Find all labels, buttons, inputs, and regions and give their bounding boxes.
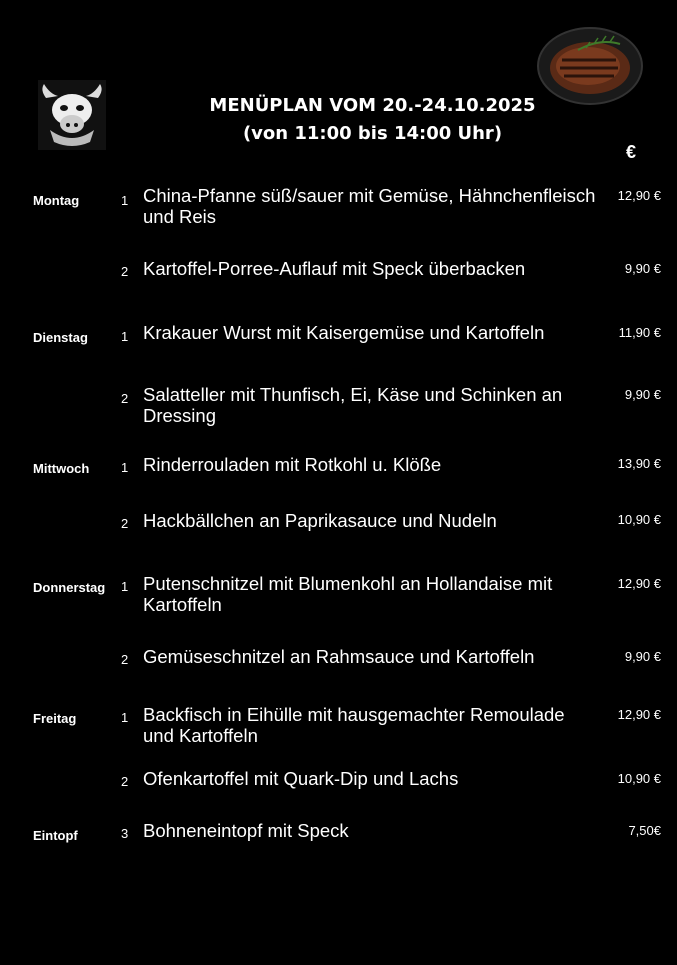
dish-text: Bohneneintopf mit Speck: [143, 820, 349, 841]
dish-number: 1: [121, 193, 129, 208]
dish-number: 3: [121, 826, 129, 841]
dish-number: 1: [121, 710, 129, 725]
dish-number: 2: [121, 516, 129, 531]
dish-price: 10,90 €: [617, 512, 661, 527]
dish-price: 12,90 €: [617, 188, 661, 203]
bull-logo-icon: [38, 80, 106, 150]
dish-number: 2: [121, 774, 129, 789]
dish-text: Ofenkartoffel mit Quark-Dip und Lachs: [143, 768, 459, 789]
dish-price: 9,90 €: [624, 649, 661, 664]
dish-text: Backfisch in Eihülle mit hausgemachter Remoulade und Kartoffeln: [143, 704, 565, 746]
dish-text: Rinderrouladen mit Rotkohl u. Klöße: [143, 454, 442, 475]
dish-number: 1: [121, 460, 129, 475]
dish-text: Gemüseschnitzel an Rahmsauce und Kartoffeln: [143, 646, 535, 667]
dish-price: 7,50€: [628, 823, 661, 838]
dish-price: 12,90 €: [617, 707, 661, 722]
dish-number: 2: [121, 264, 129, 279]
dish-price: 12,90 €: [617, 576, 661, 591]
dish-text: Kartoffel-Porree-Auflauf mit Speck überbacken: [143, 258, 526, 279]
dish-text: Putenschnitzel mit Blumenkohl an Hollandaise mit Kartoffeln: [143, 573, 553, 615]
dish-number: 2: [121, 652, 129, 667]
dish-text: Hackbällchen an Paprikasauce und Nudeln: [143, 510, 497, 531]
dish-price: 10,90 €: [617, 771, 661, 786]
dish-text: China-Pfanne süß/sauer mit Gemüse, Hähnchenfleisch und Reis: [143, 185, 596, 227]
dish-text: Salatteller mit Thunfisch, Ei, Käse und Schinken an Dressing: [143, 384, 563, 426]
dish-price: 13,90 €: [617, 456, 661, 471]
day-label: Mittwoch: [33, 461, 90, 476]
dish-number: 2: [121, 391, 129, 406]
dish-price: 9,90 €: [624, 387, 661, 402]
title-line-2: (von 11:00 bis 14:00 Uhr): [242, 123, 503, 144]
day-label: Eintopf: [33, 828, 78, 843]
currency-header: €: [626, 142, 637, 162]
dish-number: 1: [121, 579, 129, 594]
day-label: Montag: [33, 193, 80, 208]
day-label: Donnerstag: [33, 580, 106, 595]
dish-text: Krakauer Wurst mit Kaisergemüse und Kartoffeln: [143, 322, 545, 343]
dish-price: 11,90 €: [618, 325, 661, 340]
day-label: Freitag: [33, 711, 77, 726]
title-line-1: MENÜPLAN VOM 20.-24.10.2025: [209, 95, 536, 116]
dish-price: 9,90 €: [624, 261, 661, 276]
menu-title: [150, 92, 595, 148]
day-label: Dienstag: [33, 330, 88, 345]
dish-number: 1: [121, 329, 129, 344]
